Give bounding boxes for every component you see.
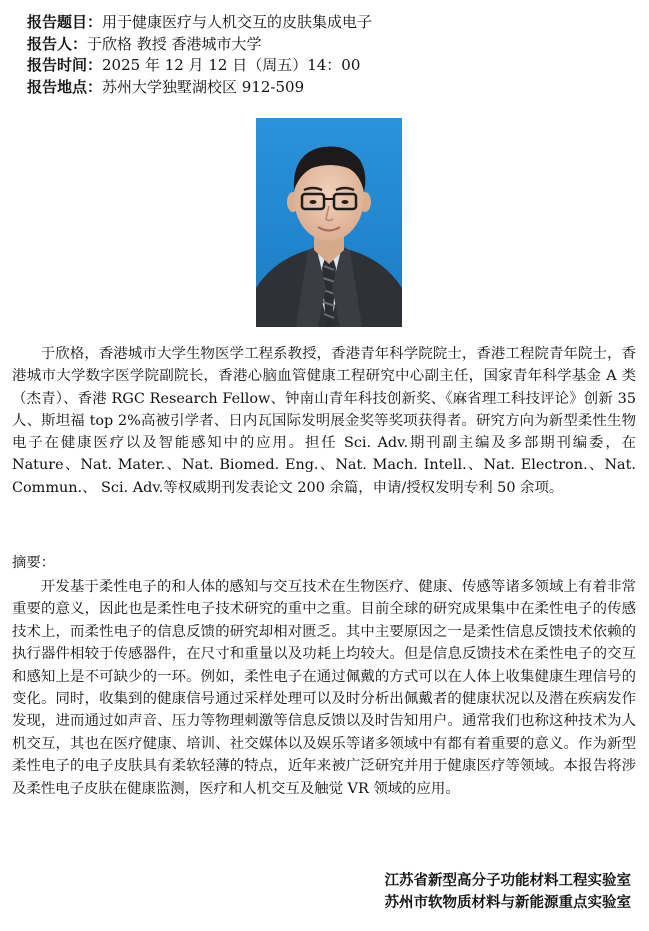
report-location-row xyxy=(27,77,627,99)
organizer-line-1: 江苏省新型高分子功能材料工程实验室 xyxy=(384,873,631,889)
organizer-block xyxy=(385,870,632,914)
speaker-portrait xyxy=(256,118,402,327)
organizer-line-2: 苏州市软物质材料与新能源重点实验室 xyxy=(384,895,631,911)
report-title-label: 报告题目： xyxy=(27,13,103,31)
report-location-value: 苏州大学独墅湖校区 912-509 xyxy=(102,77,305,96)
speaker-value: 于欣格 教授 香港城市大学 xyxy=(87,34,262,53)
report-time-value: 2025 年 12 月 12 日（周五）14：00 xyxy=(102,56,361,74)
abstract-text: 开发基于柔性电子的和人体的感知与交互技术在生物医疗、健康、传感等诸多领域上有着非常重要的意义，因此也是柔性电子技术研究的重中之重。目前全球的研究成果集中在柔性电子的传感技术上，而柔性电子的信息反馈的研究却相对匮乏。其中主要原因之一是柔性信息反馈技术依赖的执行器件相较于传感器件，在尺寸和重量以及功耗上均较大。但是信息反馈技术在柔性电子的交互和感知上是不可缺少的一环。例如，柔性电子在通过佩戴的方式可以在人体上收集健康生理信号的变化。同时，收集到的健康信号通过采样处理可以及时分析出佩戴者的健康状况以及潜在疾病发作发现，进而通过如声音、压力等物理刺激等信息反馈以及时告知用户。通常我们也称这种技术为人机交互，其也在医疗健康、培训、社交媒体以及娱乐等诸多领域中有都有着重要的意义。作为新型柔性电子的电子皮肤具有柔软轻薄的特点，近年来被广泛研究并用于健康医疗等领域。本报告将涉及柔性电子皮肤在健康监测，医疗和人机交互及触觉 VR 领域的应用。 xyxy=(12,579,636,797)
report-time-row xyxy=(27,55,627,77)
speaker-bio: 于欣格，香港城市大学生物医学工程系教授，香港青年科学院院士，香港工程院青年院士，香港城市大学数字医学院副院长，香港心脑血管健康工程研究中心副主任，国家青年科学基金 A 类（杰青）、香港 RGC Research Fellow、钟南山青年科技创新奖、《麻省理工科技评论》创新 35 人、斯坦福 top 2%高被引学者、日内瓦国际发明展金奖等奖项获得者。研究方向为新型柔性生物电子在健康医疗以及智能感知中的应用。担任 Sci. Adv.期刊副主编及多部期刊编委，在 Nature、Nat. Mater.、Nat. Biomed. Eng.、Nat. Mach. Intell.、Nat. Electron.、Nat. Commun.、 Sci. Adv.等权威期刊发表论文 200 余篇，申请/授权发明专利 50 余项。 xyxy=(12,346,636,496)
report-location-label: 报告地点： xyxy=(27,77,103,96)
report-time-label: 报告时间： xyxy=(27,56,103,74)
report-title-row xyxy=(27,12,627,34)
portrait-illustration xyxy=(256,118,402,327)
abstract-heading: 摘要： xyxy=(12,555,56,571)
report-title-value: 用于健康医疗与人机交互的皮肤集成电子 xyxy=(102,13,373,31)
report-info xyxy=(27,12,627,98)
speaker-label: 报告人： xyxy=(27,34,88,53)
speaker-row xyxy=(27,34,627,56)
